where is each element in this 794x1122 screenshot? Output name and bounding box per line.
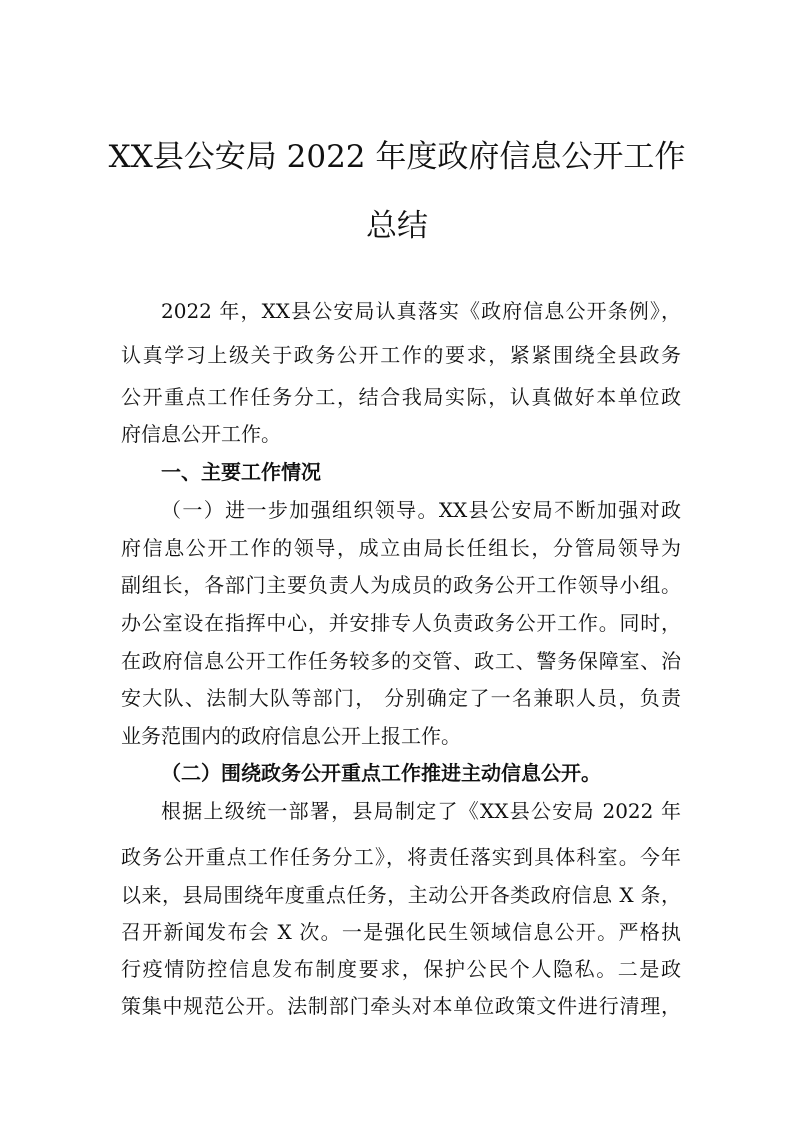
paragraph-1-line-3: 公开重点工作任务分工，结合我局实际，认真做好本单位政	[121, 385, 681, 409]
paragraph-3-line-2: 政务公开重点工作任务分工》，将责任落实到具体科室。今年	[121, 845, 681, 869]
paragraph-3-line-6: 策集中规范公开。法制部门牵头对本单位政策文件进行清理，	[121, 994, 681, 1018]
document-title-line-1: XX县公安局 2022 年度政府信息公开工作	[108, 139, 686, 175]
section-heading-main-work: 一、主要工作情况	[161, 460, 321, 484]
paragraph-3-line-3: 以来，县局围绕年度重点任务，主动公开各类政府信息 X 条，	[121, 883, 681, 907]
paragraph-2-line-5: 在政府信息公开工作任务较多的交管、政工、警务保障室、治	[121, 649, 681, 673]
document-title-line-2: 总结	[366, 208, 428, 244]
paragraph-2-line-6: 安大队、法制大队等部门， 分别确定了一名兼职人员，负责	[121, 686, 681, 710]
paragraph-2-line-7: 业务范围内的政府信息公开上报工作。	[121, 724, 461, 748]
paragraph-1-line-2: 认真学习上级关于政务公开工作的要求，紧紧围绕全县政务	[121, 343, 681, 367]
paragraph-3-line-4: 召开新闻发布会 X 次。一是强化民生领域信息公开。严格执	[121, 920, 681, 944]
paragraph-2-line-1: （一）进一步加强组织领导。XX县公安局不断加强对政	[161, 498, 681, 522]
paragraph-3-line-5: 行疫情防控信息发布制度要求，保护公民个人隐私。二是政	[121, 957, 681, 981]
paragraph-2-line-3: 副组长，各部门主要负责人为成员的政务公开工作领导小组。	[121, 573, 681, 597]
paragraph-1-line-1: 2022 年，XX县公安局认真落实《政府信息公开条例》，	[161, 299, 681, 323]
subsection-heading-2: （二）围绕政务公开重点工作推进主动信息公开。	[161, 761, 601, 785]
paragraph-1-line-4: 府信息公开工作。	[121, 422, 281, 446]
paragraph-2-line-4: 办公室设在指挥中心，并安排专人负责政务公开工作。同时，	[121, 611, 681, 635]
paragraph-2-line-2: 府信息公开工作的领导，成立由局长任组长，分管局领导为	[121, 536, 681, 560]
paragraph-3-line-1: 根据上级统一部署，县局制定了《XX县公安局 2022 年	[161, 799, 681, 823]
